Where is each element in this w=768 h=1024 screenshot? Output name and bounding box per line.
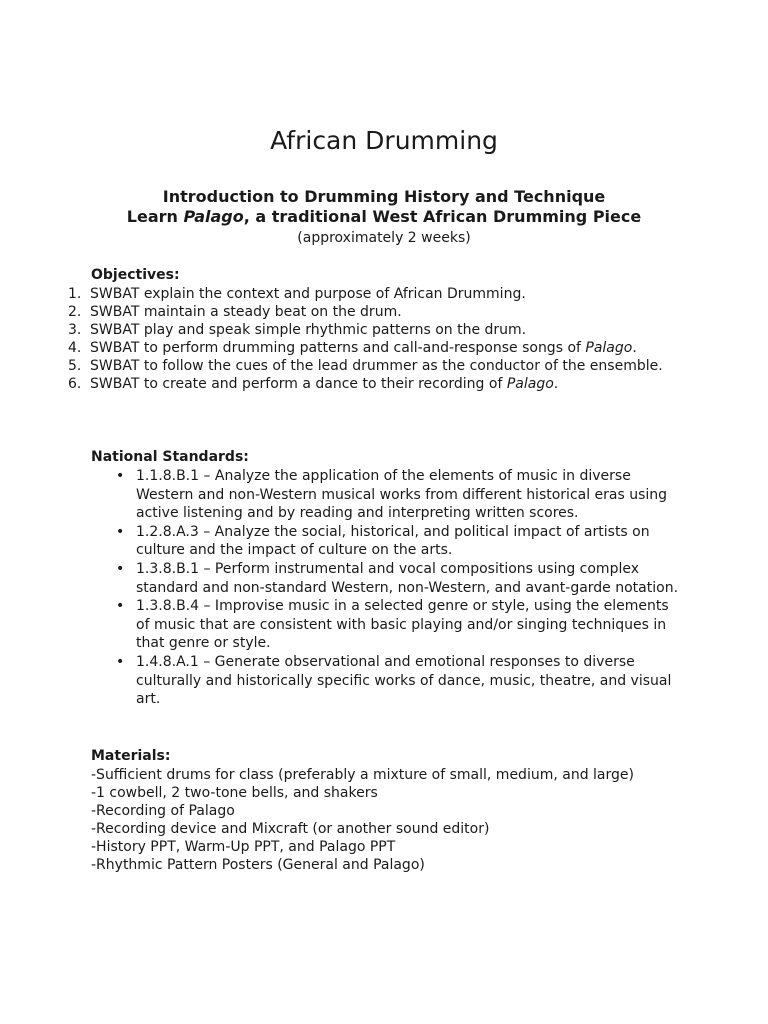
list-item: -Recording of Palago (91, 803, 235, 819)
list-item (68, 285, 668, 303)
list-item (68, 339, 668, 357)
subtitle-line-2 (0, 207, 768, 227)
item-number: 6. (68, 376, 82, 392)
bullet-icon: • (116, 560, 125, 577)
standards-list (114, 467, 684, 709)
item-piece-name: Palago (506, 376, 554, 392)
list-item (68, 375, 668, 393)
item-number: 5. (68, 358, 82, 374)
list-item: -History PPT, Warm-Up PPT, and Palago PPT (91, 839, 396, 855)
list-item (114, 560, 684, 597)
subtitle-suffix: , a traditional West African Drumming Piece (243, 207, 642, 226)
list-item: -Rhythmic Pattern Posters (General and Palago) (91, 857, 425, 873)
subtitle-prefix: Learn (126, 207, 184, 226)
standard-text: 1.1.8.B.1 – Analyze the application of the elements of music in diverse Western and non-Western musical works from different historical eras using active listening and by reading and interpreting written scores. (136, 468, 668, 522)
list-item (68, 321, 668, 339)
standard-text: 1.2.8.A.3 – Analyze the social, historical, and political impact of artists on culture and the impact of culture on the arts. (136, 523, 650, 559)
standard-text: 1.3.8.B.1 – Perform instrumental and vocal compositions using complex standard and non-standard Western, non-Western, and avant-garde notation. (136, 560, 679, 596)
subtitle-piece-name: Palago (183, 207, 244, 226)
duration-note: (approximately 2 weeks) (297, 230, 471, 246)
bullet-icon: • (116, 653, 125, 670)
item-number: 1. (68, 286, 82, 302)
standard-text: 1.3.8.B.4 – Improvise music in a selected genre or style, using the elements of music that are consistent with basic playing and/or singing techniques in that genre or style. (136, 598, 669, 652)
list-item: -1 cowbell, 2 two-tone bells, and shakers (91, 785, 378, 801)
materials-heading: Materials: (91, 748, 171, 764)
item-text-end: . (553, 376, 559, 392)
standards-heading: National Standards: (91, 449, 249, 465)
item-piece-name: Palago (585, 340, 633, 356)
document-title: African Drumming (270, 126, 498, 155)
list-item (114, 653, 684, 709)
materials-list (91, 766, 711, 874)
objectives-heading: Objectives: (91, 267, 180, 283)
list-item (114, 523, 684, 560)
item-text: SWBAT play and speak simple rhythmic patterns on the drum. (90, 322, 527, 338)
list-item: -Recording device and Mixcraft (or another sound editor) (91, 821, 490, 837)
item-text: SWBAT to perform drumming patterns and call-and-response songs of (90, 340, 586, 356)
item-text-end: . (632, 340, 637, 356)
item-text: SWBAT explain the context and purpose of African Drumming. (90, 286, 526, 302)
objectives-list (68, 285, 668, 393)
item-number: 3. (68, 322, 82, 338)
item-text: SWBAT to create and perform a dance to their recording of (90, 376, 507, 392)
list-item (68, 357, 668, 375)
subtitle-line-1: Introduction to Drumming History and Technique (162, 187, 606, 206)
bullet-icon: • (116, 468, 125, 484)
item-number: 2. (68, 304, 82, 320)
bullet-icon: • (116, 598, 125, 615)
list-item (114, 467, 684, 523)
item-text: SWBAT to follow the cues of the lead drummer as the conductor of the ensemble. (90, 358, 663, 374)
list-item: -Sufficient drums for class (preferably a mixture of small, medium, and large) (91, 767, 634, 783)
standard-text: 1.4.8.A.1 – Generate observational and emotional responses to diverse culturally and historically specific works of dance, music, theatre, and visual art. (136, 653, 672, 708)
item-text: SWBAT maintain a steady beat on the drum. (90, 304, 402, 320)
item-number: 4. (68, 340, 82, 356)
list-item (68, 303, 668, 321)
bullet-icon: • (116, 523, 125, 540)
list-item (114, 597, 684, 653)
